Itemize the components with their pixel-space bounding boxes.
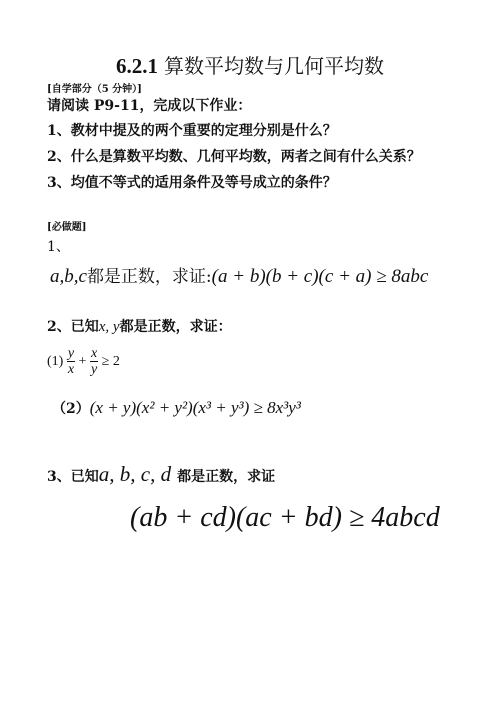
problem-1-statement <box>50 262 428 288</box>
problem-1-vars: a,b,c <box>50 266 87 287</box>
problem-2-part-2: （2）(x + y)(x² + y²)(x³ + y³) ≥ 8x³y³ <box>52 398 301 417</box>
problem-2-statement: 2、已知x, y都是正数，求证： <box>47 319 232 335</box>
problem-3-statement: 3、已知a, b, c, d 都是正数，求证 <box>47 462 276 486</box>
question-1: 1、教材中提及的两个重要的定理分别是什么？ <box>47 123 337 139</box>
fraction-x-over-y: $\frac{x}{y}$ <box>90 346 98 378</box>
problem-3-expr: (ab + cd)(ac + bd) ≥ 4abcd <box>130 502 440 533</box>
problem-1-expr: (a + b)(b + c)(c + a) ≥ 8abc <box>211 266 429 287</box>
self-study-tag: [自学部分（5 分钟）] <box>47 84 142 95</box>
question-2: 2、什么是算数平均数、几何平均数，两者之间有什么关系？ <box>47 149 421 165</box>
title-text: 算数平均数与几何平均数 <box>164 54 384 78</box>
required-tag: [必做题] <box>47 222 87 233</box>
problem-2-part-2-expr: (x + y)(x² + y²)(x³ + y³) ≥ 8x³y³ <box>89 398 301 417</box>
question-3: 3、均值不等式的适用条件及等号成立的条件？ <box>47 175 337 191</box>
page-title <box>0 50 500 79</box>
reading-instruction: 请阅读 P9-11，完成以下作业： <box>47 98 252 114</box>
problem-1-label: 1、 <box>47 239 70 255</box>
fraction-y-over-x: $\frac{y}{x}$ <box>67 346 75 378</box>
problem-1-stmt: 都是正数，求证: <box>86 267 212 287</box>
problem-2-vars: x, y <box>98 319 120 335</box>
title-number: 6.2.1 <box>116 54 158 78</box>
problem-2-part-1: (1) $\frac{y}{x}$ + $\frac{x}{y}$ ≥ 2 <box>47 346 120 378</box>
problem-3-vars: a, b, c, d <box>98 462 172 486</box>
